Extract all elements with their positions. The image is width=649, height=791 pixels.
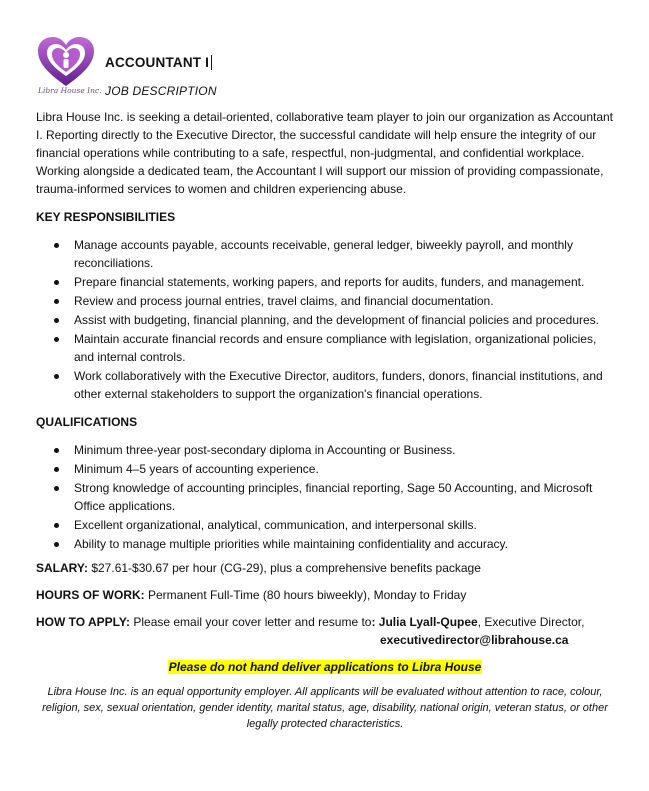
list-item bbox=[36, 292, 614, 310]
title-text: ACCOUNTANT I bbox=[105, 55, 210, 70]
list-item bbox=[36, 367, 614, 403]
list-item-text: Assist with budgeting, financial planning, and the development of financial policies and procedures. bbox=[74, 313, 599, 327]
list-item-text: Excellent organizational, analytical, communication, and interpersonal skills. bbox=[74, 518, 477, 532]
intro-paragraph: Libra House Inc. is seeking a detail-oriented, collaborative team player to join our organization as Accountant I. Reporting directly to the Executive Director, the successful candidate will help ensure the integrity of our financial operations while contributing to a safe, respectful, non-judgmental, and confidential workplace. Working alongside a dedicated team, the Accountant I will support our mission of providing compassionate, trauma-informed services to women and children experiencing abuse. bbox=[36, 110, 614, 196]
list-item bbox=[36, 273, 614, 291]
list-item bbox=[36, 311, 614, 329]
bullet-icon bbox=[54, 467, 59, 472]
list-item-text: Ability to manage multiple priorities while maintaining confidentiality and accuracy. bbox=[74, 537, 508, 551]
responsibilities-list bbox=[36, 236, 614, 403]
list-item-text: Minimum 4–5 years of accounting experience. bbox=[74, 462, 319, 476]
bullet-icon bbox=[54, 486, 59, 491]
hours-value: Permanent Full-Time (80 hours biweekly), Monday to Friday bbox=[144, 588, 467, 602]
libra-house-logo bbox=[36, 36, 100, 100]
list-item-text: Maintain accurate financial records and ensure compliance with legislation, organizational policies, and internal controls. bbox=[74, 332, 597, 364]
bullet-icon bbox=[54, 374, 59, 379]
list-item bbox=[36, 516, 614, 534]
document-header bbox=[36, 36, 614, 100]
hours-line bbox=[36, 586, 614, 604]
apply-colon: : bbox=[371, 615, 376, 629]
contact-email[interactable]: executivedirector@librahouse.ca bbox=[380, 633, 569, 647]
bullet-icon bbox=[54, 542, 59, 547]
hours-label: HOURS OF WORK: bbox=[36, 588, 145, 602]
bullet-icon bbox=[54, 299, 59, 304]
list-item-text: Review and process journal entries, travel claims, and financial documentation. bbox=[74, 294, 494, 308]
bullet-icon bbox=[54, 318, 59, 323]
highlighted-notice: Please do not hand deliver applications to Libra House bbox=[168, 660, 482, 674]
document-page bbox=[36, 36, 614, 732]
contact-name: Julia Lyall-Qupee bbox=[375, 615, 478, 629]
list-item bbox=[36, 535, 614, 553]
list-item-text: Strong knowledge of accounting principles, financial reporting, Sage 50 Accounting, and Microsoft Office applications. bbox=[74, 481, 593, 513]
text-cursor bbox=[211, 55, 212, 70]
list-item-text: Minimum three-year post-secondary diploma in Accounting or Business. bbox=[74, 443, 456, 457]
document-subtitle: JOB DESCRIPTION bbox=[105, 84, 217, 98]
qualifications-list bbox=[36, 441, 614, 553]
list-item-text: Work collaboratively with the Executive Director, auditors, funders, donors, financial institutions, and other external stakeholders to support the organization's financial operations. bbox=[74, 369, 603, 401]
bullet-icon bbox=[54, 280, 59, 285]
responsibilities-heading: KEY RESPONSIBILITIES bbox=[36, 210, 176, 224]
list-item bbox=[36, 479, 614, 515]
salary-value: $27.61-$30.67 per hour (CG-29), plus a comprehensive benefits package bbox=[88, 561, 481, 575]
qualifications-heading: QUALIFICATIONS bbox=[36, 415, 138, 429]
list-item bbox=[36, 236, 614, 272]
list-item bbox=[36, 441, 614, 459]
document-title bbox=[105, 54, 212, 72]
apply-line bbox=[36, 613, 614, 631]
list-item-text: Prepare financial statements, working papers, and reports for audits, funders, and management. bbox=[74, 275, 585, 289]
notice-line bbox=[36, 658, 614, 676]
equal-opportunity-statement: Libra House Inc. is an equal opportunity employer. All applicants will be evaluated without attention to race, colour, religion, sex, sexual orientation, gender identity, marital status, age, disability, national origin, veteran status, or other legally protected characteristics. bbox=[42, 686, 608, 730]
list-item bbox=[36, 330, 614, 366]
apply-text: Please email your cover letter and resume to bbox=[130, 615, 372, 629]
bullet-icon bbox=[54, 243, 59, 248]
bullet-icon bbox=[54, 448, 59, 453]
contact-title: , Executive Director, bbox=[477, 615, 585, 629]
salary-label: SALARY: bbox=[36, 561, 88, 575]
bullet-icon bbox=[54, 337, 59, 342]
salary-line bbox=[36, 559, 614, 577]
list-item bbox=[36, 460, 614, 478]
logo-wordmark: Libra House Inc. bbox=[38, 86, 102, 95]
apply-label: HOW TO APPLY: bbox=[36, 615, 131, 629]
bullet-icon bbox=[54, 523, 59, 528]
list-item-text: Manage accounts payable, accounts receivable, general ledger, biweekly payroll, and monthly reconciliations. bbox=[74, 238, 573, 270]
